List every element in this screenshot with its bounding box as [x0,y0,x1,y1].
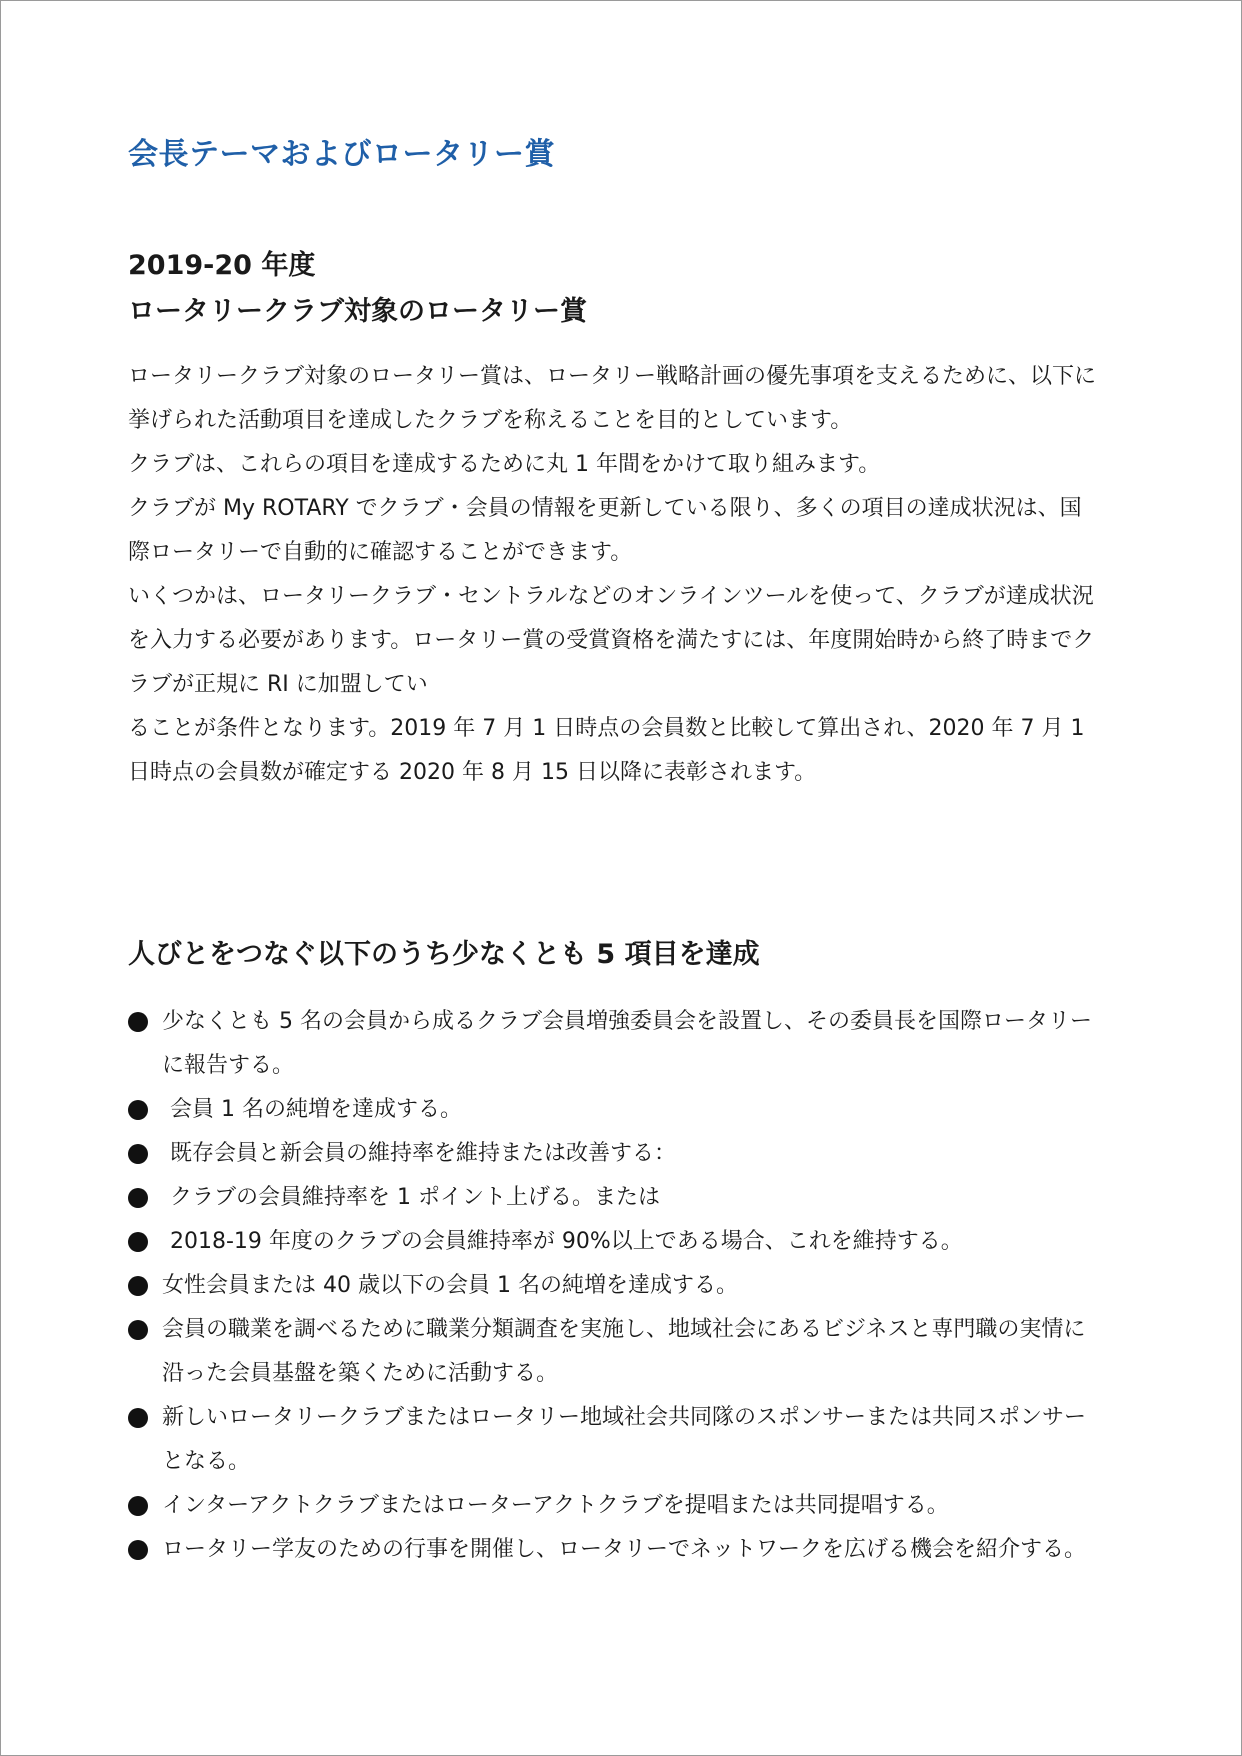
list-item-text: ロータリー学友のための行事を開催し、ロータリーでネットワークを広げる機会を紹介する。 [162,1537,1087,1563]
list-item-text: 女性会員または 40 歳以下の会員 1 名の純増を達成する。 [162,1273,738,1299]
list-item-text: 既存会員と新会員の維持率を維持または改善する： [170,1141,677,1167]
paragraph: クラブが My ROTARY でクラブ・会員の情報を更新している限り、多くの項目の達成状況は、国際ロータリーで自動的に確認することができます。 [128,496,1082,565]
list-item [128,1176,1103,1220]
bullet-icon [128,1188,148,1208]
document-content [128,133,1103,1572]
list-item [128,1484,1103,1528]
list-item-text: 会員 1 名の純増を達成する。 [170,1097,462,1123]
list-item-text: 少なくとも 5 名の会員から成るクラブ会員増強委員会を設置し、その委員長を国際ロータリーに報告する。 [162,1009,1092,1079]
bullet-icon [128,1408,148,1428]
list-item-text: クラブの会員維持率を 1 ポイント上げる。または [170,1185,660,1211]
list-item [128,1396,1103,1484]
paragraph: いくつかは、ロータリークラブ・セントラルなどのオンラインツールを使って、クラブが達成状況を入力する必要があります。ロータリー賞の受賞資格を満たすには、年度開始時から終了時までクラブが正規に RI に加盟してい [128,584,1095,697]
list-item [128,1528,1103,1572]
paragraph: ることが条件となります。2019 年 7 月 1 日時点の会員数と比較して算出され、2020 年 7 月 1 日時点の会員数が確定する 2020 年 8 月 15 日以降に表彰されます。 [128,716,1092,785]
page-title: 会長テーマおよびロータリー賞 [128,137,555,172]
bullet-icon [128,1540,148,1560]
bullet-icon [128,1320,148,1340]
section-connect-heading: 人びとをつなぐ以下のうち少なくとも 5 項目を達成 [128,939,760,970]
awards-description [128,355,1103,795]
bullet-icon [128,1012,148,1032]
list-item [128,1132,1103,1176]
bullet-icon [128,1276,148,1296]
list-item [128,1000,1103,1088]
list-item-text: 2018-19 年度のクラブの会員維持率が 90%以上である場合、これを維持する。 [170,1229,963,1255]
section-year-heading: 2019-20 年度 [128,250,316,281]
list-item-text: 会員の職業を調べるために職業分類調査を実施し、地域社会にあるビジネスと専門職の実情に沿った会員基盤を築くために活動する。 [162,1317,1086,1387]
bullet-icon [128,1496,148,1516]
list-item [128,1264,1103,1308]
list-item [128,1088,1103,1132]
list-item [128,1220,1103,1264]
list-item-text: 新しいロータリークラブまたはロータリー地域社会共同隊のスポンサーまたは共同スポンサーとなる。 [162,1405,1087,1475]
bullet-icon [128,1144,148,1164]
bullet-icon [128,1100,148,1120]
bullet-icon [128,1232,148,1252]
list-item [128,1308,1103,1396]
paragraph: ロータリークラブ対象のロータリー賞は、ロータリー戦略計画の優先事項を支えるために、以下に挙げられた活動項目を達成したクラブを称えることを目的としています。 [128,364,1097,433]
section-awards-heading [128,243,1103,335]
list-item-text: インターアクトクラブまたはローターアクトクラブを提唱または共同提唱する。 [162,1493,949,1519]
paragraph: クラブは、これらの項目を達成するために丸 1 年間をかけて取り組みます。 [128,452,881,477]
section-awards-title: ロータリークラブ対象のロータリー賞 [128,296,587,327]
goal-list [128,1000,1103,1572]
